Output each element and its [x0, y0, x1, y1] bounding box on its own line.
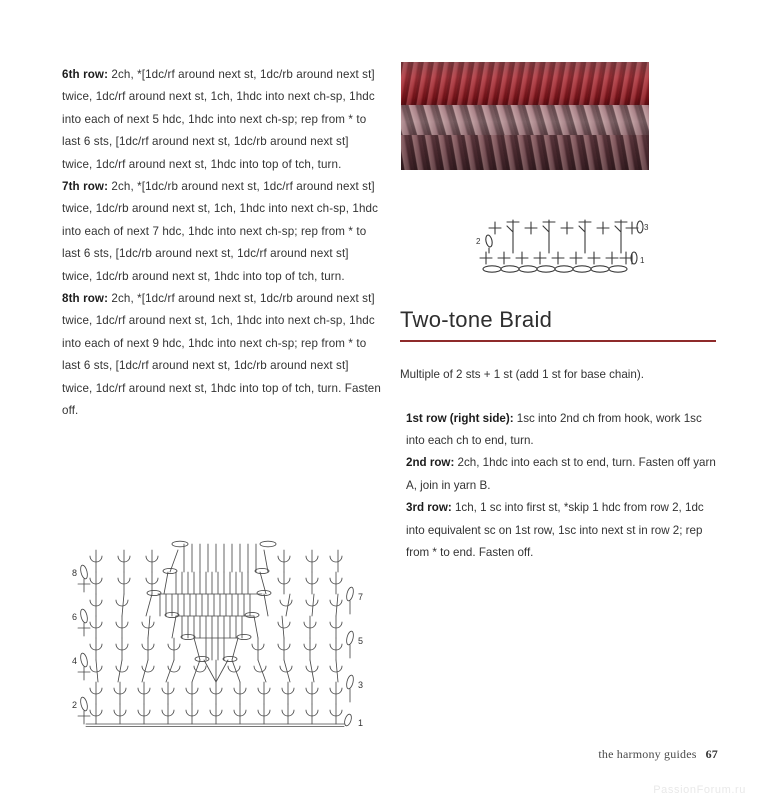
row-label-1st: 1st row (right side): [406, 411, 514, 425]
row-label-7th: 7th row: [62, 180, 109, 194]
row-text-7th: 2ch, *[1dc/rb around next st, 1dc/rf around next st] twice, 1dc/rb around next st, 1ch, 1hdc into next ch-sp, 1hdc into each of next 7 hdc, 1hdc into next ch-sp; rep from * to last 6 sts, [1dc/rb around next st, 1dc/rf around next st] twice, 1dc/rb around next st, 1hdc into top of tch, turn. [62, 180, 379, 283]
row-label-2nd: 2nd row: [406, 456, 455, 470]
foundation-chain [483, 266, 627, 272]
row-label-3rd: 3rd row: [406, 501, 452, 515]
swatch-bottom-band [401, 135, 649, 170]
row2-turning-chain [485, 235, 493, 248]
instruction-paragraph-1st-row [400, 408, 716, 453]
title-underline-rule [400, 340, 716, 342]
row-label-8th: 8th row: [62, 292, 109, 306]
large-diagram-row-1-number: 1 [358, 718, 364, 728]
row-label-6th: 6th row: [62, 68, 109, 81]
instruction-paragraph-8th-row [62, 288, 382, 422]
page-footer [598, 747, 718, 762]
large-stitch-columns [90, 541, 342, 724]
large-left-turning-chains [78, 564, 90, 724]
row-text-8th: 2ch, *[1dc/rf around next st, 1dc/rb around next st] twice, 1dc/rf around next st, 1ch, 1hdc into next ch-sp, 1hdc into each of next 9 hdc, 1hdc into next ch-sp; rep from * to last 6 sts, [1dc/rf around next st, 1dc/rb around next st] twice, 1dc/rf around next st, 1hdc into top of tch, turn. Fasten off. [62, 292, 381, 418]
swatch-photo [401, 62, 649, 170]
large-right-turning-chains [345, 586, 354, 702]
row-text-1st: 1sc into 2nd ch from hook, work 1sc into each ch to end, turn. [406, 411, 702, 447]
left-text-column [62, 64, 382, 423]
diagram-small-row-2-number: 2 [476, 237, 481, 246]
instruction-paragraph-7th-row [62, 176, 382, 288]
row3-stitches [489, 220, 638, 253]
row-text-2nd: 2ch, 1hdc into each st to end, turn. Fasten off yarn A, join in yarn B. [406, 456, 716, 492]
instruction-paragraph-6th-row [62, 64, 382, 176]
row3-turning-chain [637, 221, 643, 233]
large-stitch-diagram [72, 532, 372, 734]
row-text-6th: 2ch, *[1dc/rf around next st, 1dc/rb around next st] twice, 1dc/rf around next st, 1ch, 1hdc into next ch-sp, 1hdc into each of next 5 hdc, 1hdc into next ch-sp; rep from * to last 6 sts, [1dc/rf around next st, 1dc/rb around next st] twice, 1dc/rf around next st, 1hdc into top of tch, turn. [62, 68, 375, 171]
large-diagram-row-2-number: 2 [72, 700, 78, 710]
large-diagram-row-5-number: 5 [358, 636, 364, 646]
page-number: 67 [705, 747, 718, 761]
footer-book-title: the harmony guides [598, 747, 697, 761]
instruction-paragraph-2nd-row [400, 452, 716, 497]
diagram-small-row-3-number: 3 [644, 223, 649, 232]
diagram-small-row-1-number: 1 [640, 256, 645, 265]
large-diagram-row-3-number: 3 [358, 680, 364, 690]
section-title: Two-tone Braid [400, 307, 553, 332]
large-diagram-row-6-number: 6 [72, 612, 78, 622]
large-diagram-row-8-number: 8 [72, 568, 78, 578]
large-diagram-row-7-number: 7 [358, 592, 364, 602]
large-diagram-row-4-number: 4 [72, 656, 78, 666]
row-text-3rd: 1ch, 1 sc into first st, *skip 1 hdc from row 2, 1dc into equivalent sc on 1st row, 1sc into next st in row 2; rep from * to end. Fasten off. [406, 501, 704, 560]
instruction-paragraph-3rd-row [400, 497, 716, 564]
multiple-of-line: Multiple of 2 sts + 1 st (add 1 st for base chain). [400, 367, 644, 381]
right-text-column [400, 306, 716, 564]
row1-sc-stitches [480, 252, 632, 264]
watermark-text: PassionForum.ru [653, 784, 746, 796]
small-stitch-diagram [460, 208, 650, 278]
